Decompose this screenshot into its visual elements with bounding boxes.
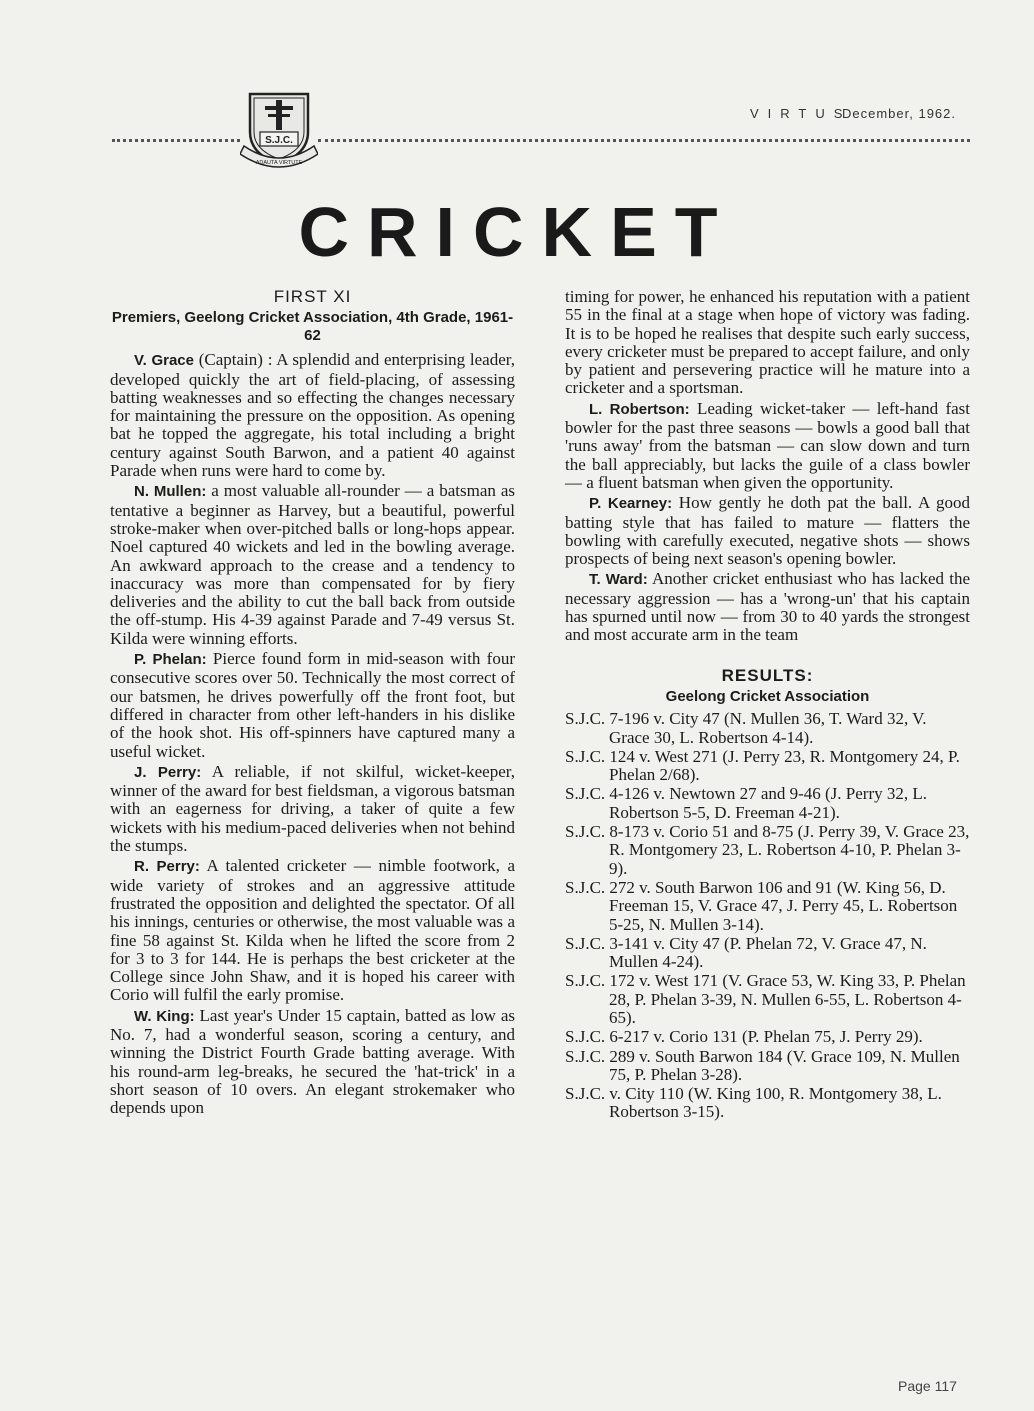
player-name: L. Robertson: (589, 400, 690, 418)
player-name: J. Perry: (134, 763, 202, 781)
dotted-rule-left (112, 139, 240, 142)
player-paragraph (565, 570, 970, 644)
magazine-name: VIRTUS (750, 106, 852, 121)
results-list (565, 710, 970, 1122)
player-text: A talented cricketer — nimble footwork, a wide variety of strokes and an aggressive attitude frustrated the opposition and delighted the spectator. Of all his innings, centuries or otherwise, the most valuable was a fine 58 against St. Kilda when he lifted the score from 2 for 3 to 3 for 144. He is perhaps the best cricketer at the College since John Shaw, and it is hoped his career with Corio will fulfil the early promise. (110, 856, 515, 1005)
result-item: S.J.C. 289 v. South Barwon 184 (V. Grace 109, N. Mullen 75, P. Phelan 3-28). (565, 1046, 960, 1084)
right-column (565, 288, 970, 1123)
player-text: How gently he doth pat the ball. A good batting style that has failed to mature — flatters the bowling with carefully executed, negative shots — shows prospects of being next season's opening bowler. (565, 493, 970, 569)
page-number: Page 117 (898, 1378, 957, 1394)
player-text: A reliable, if not skilful, wicket-keeper, winner of the award for best fieldsman, a vigorous batsman with an eagerness for driving, a taker of quite a few wickets with his medium-paced deliveries when not behind the stumps. (110, 761, 515, 856)
college-crest-icon (240, 88, 318, 174)
player-text: a most valuable all-rounder — a batsman as tentative a beginner as Harvey, but a beautiful, powerful stroke-maker when over-pitched balls or long-hops appear. Noel captured 40 wickets and led in the bowling average. An awkward approach to the crease and a tendency to inaccuracy was more than compensated for by fiery deliveries and the ability to cut the ball back from outside the off-stump. His 4-39 against Parade and 7-49 versus St. Kilda were winning efforts. (110, 481, 515, 648)
player-paragraph (565, 494, 970, 568)
page-title: CRICKET (298, 193, 736, 271)
page-header (0, 0, 1034, 180)
continued-paragraph: timing for power, he enhanced his reputation with a patient 55 in the final at a stage when hope of victory was fading. It is to be hoped he realises that despite such early success, every cricketer must be prepared to accept failure, and only by patient and persevering practice will he mature into a cricketer and a sportsman. (565, 287, 970, 398)
result-item: S.J.C. 6-217 v. Corio 131 (P. Phelan 75, J. Perry 29). (565, 1027, 923, 1047)
player-text: Another cricket enthusiast who has lacked the necessary aggression — has a 'wrong-un' that his captain has spurned until now — from 30 to 40 yards the strongest and most accurate arm in the team (565, 569, 970, 645)
results-subheading: Geelong Cricket Association (665, 687, 870, 705)
result-item: S.J.C. v. City 110 (W. King 100, R. Montgomery 38, L. Robertson 3-15). (565, 1084, 942, 1122)
player-paragraph (565, 400, 970, 492)
player-text: (Captain) : A splendid and enterprising leader, developed quickly the art of field-placing, of assessing batting weaknesses and so effecting the changes necessary for maintaining the pressure on the opposition. As opening bat he topped the aggregate, his total including a bright century against South Barwon, and a patient 40 against Parade when runs were hard to come by. (110, 350, 515, 481)
crest-motto: ADAUTA VIRTUTE (255, 160, 303, 166)
player-text: Last year's Under 15 captain, batted as low as No. 7, had a wonderful season, scoring a century, and winning the District Fourth Grade batting average. With his round-arm leg-breaks, he secured the 'hat-trick' in a short season of 10 overs. An elegant strokemaker who depends upon (110, 1005, 515, 1118)
issue-date: December, 1962. (842, 106, 957, 121)
result-item: S.J.C. 172 v. West 171 (V. Grace 53, W. King 33, P. Phelan 28, P. Phelan 3-39, N. Mullen 6-55, L. Robertson 4-65). (565, 971, 966, 1027)
result-item: S.J.C. 124 v. West 271 (J. Perry 23, R. Montgomery 24, P. Phelan 2/68). (565, 746, 960, 785)
player-name: T. Ward: (589, 571, 648, 589)
player-paragraph (110, 857, 515, 1004)
result-item: S.J.C. 7-196 v. City 47 (N. Mullen 36, T. Ward 32, V. Grace 30, L. Robertson 4-14). (565, 709, 927, 747)
player-name: P. Kearney: (589, 495, 673, 513)
player-name: R. Perry: (134, 858, 200, 876)
dotted-rule-right (318, 139, 970, 142)
player-paragraph (110, 351, 515, 480)
result-item: S.J.C. 272 v. South Barwon 106 and 91 (W. King 56, D. Freeman 15, V. Grace 47, J. Perry 45, L. Robertson 5-25, N. Mullen 3-14). (565, 877, 958, 934)
crest-letters: S.J.C. (265, 135, 293, 146)
player-paragraph (110, 763, 515, 855)
section-heading: FIRST XI (273, 287, 352, 306)
section-subheading: Premiers, Geelong Cricket Association, 4th Grade, 1961-62 (111, 309, 514, 345)
left-column (110, 288, 515, 1119)
result-item: S.J.C. 3-141 v. City 47 (P. Phelan 72, V. Grace 47, N. Mullen 4-24). (565, 933, 927, 972)
player-text: Leading wicket-taker — left-hand fast bowler for the past three seasons — bowls a good ball that 'runs away' from the batsman — can slow down and turn the ball appreciably, but lacks the guile of a class bowler — a fluent batsman when given the opportunity. (565, 398, 970, 492)
player-name: N. Mullen: (134, 483, 207, 501)
results-heading: RESULTS: (721, 665, 814, 685)
player-paragraph (110, 650, 515, 761)
player-name: V. Grace (134, 352, 194, 370)
player-name: W. King: (134, 1007, 195, 1025)
player-name: P. Phelan: (134, 651, 207, 669)
player-text: Pierce found form in mid-season with four consecutive scores over 50. Technically the most correct of our batsmen, he drives powerfully off the front foot, but differed in character from other left-handers in his dislike of the hook shot. His off-spinners have captured many a useful wicket. (110, 649, 515, 761)
player-paragraph (110, 1007, 515, 1118)
player-paragraph (110, 482, 515, 648)
result-item: S.J.C. 8-173 v. Corio 51 and 8-75 (J. Perry 39, V. Grace 23, R. Montgomery 23, L. Robertson 4-10, P. Phelan 3-9). (565, 822, 970, 878)
result-item: S.J.C. 4-126 v. Newtown 27 and 9-46 (J. Perry 32, L. Robertson 5-5, D. Freeman 4-21). (565, 784, 928, 822)
